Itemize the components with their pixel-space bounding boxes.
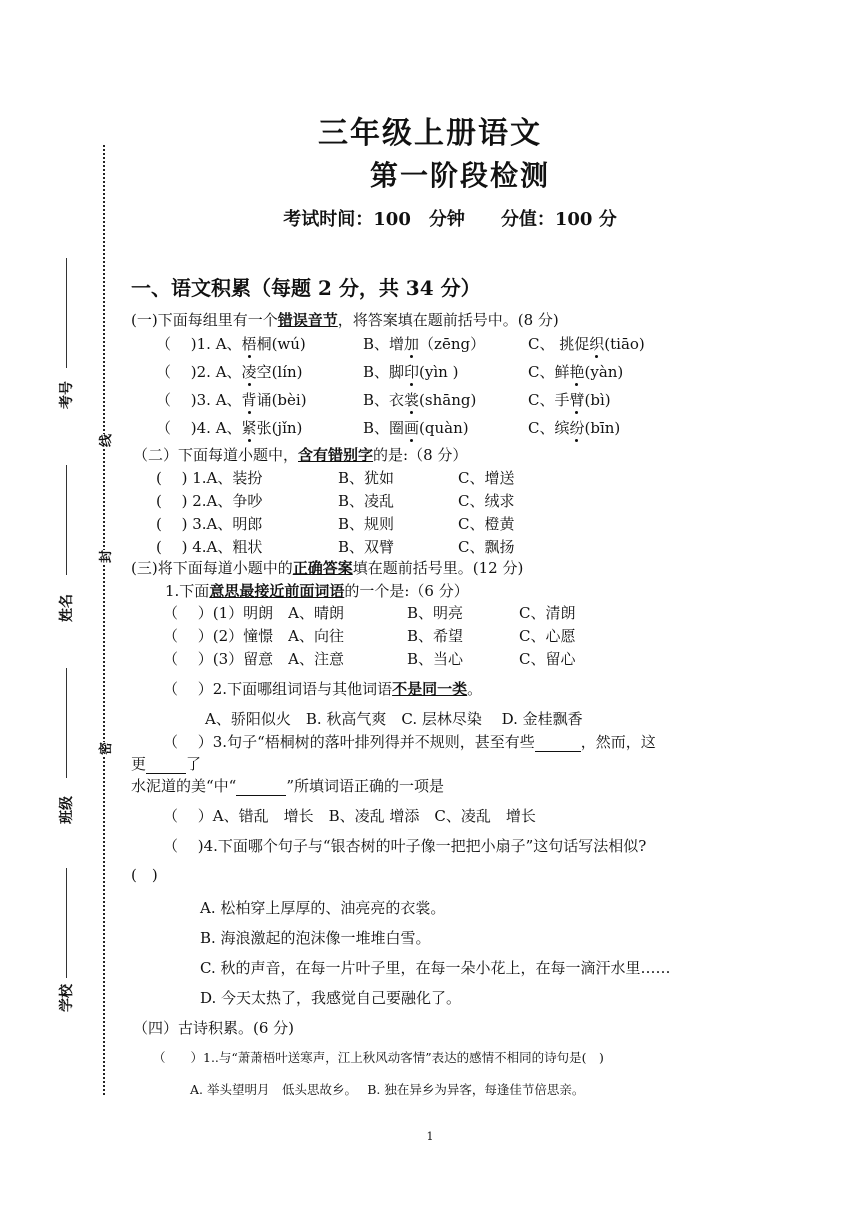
part2-item-3: ( ) 3.A、明郎 bbox=[156, 515, 263, 533]
part3-q3-line1: （ ）3.句子“梧桐树的落叶排列得并不规则，甚至有些 ，然而，这 bbox=[163, 733, 656, 751]
part4-title: （四）古诗积累。(6 分) bbox=[133, 1019, 295, 1037]
part3-q1-item-2-b: B、希望 bbox=[407, 627, 464, 645]
part1-item-4-c: C、缤纷(bīn) bbox=[528, 419, 621, 437]
part3-q3-options: （ ）A、错乱 增长 B、凌乱 增添 C、凌乱 增长 bbox=[163, 807, 536, 825]
xingming-write-line bbox=[66, 465, 67, 575]
banji-label: 班级 bbox=[59, 796, 75, 824]
kaohao-write-line bbox=[66, 258, 67, 368]
page-number: 1 bbox=[426, 1130, 434, 1143]
part2-item-2: ( ) 2.A、争吵 bbox=[156, 492, 263, 510]
binding-tag-mi: 密 bbox=[94, 742, 115, 755]
part3-q2: （ ）2.下面哪组词语与其他词语不是同一类。 bbox=[163, 680, 483, 698]
part1-item-3-a: （ )3. A、背诵(bèi) bbox=[156, 391, 307, 409]
part1-item-2-b: B、脚印(yìn ) bbox=[363, 363, 459, 381]
part2-item-4-c: C、飘扬 bbox=[458, 538, 515, 556]
part2-item-3-b: B、规则 bbox=[338, 515, 395, 533]
part2-item-1-c: C、增送 bbox=[458, 469, 515, 487]
part4-options: A. 举头望明月 低头思故乡。 B. 独在异乡为异客，每逢佳节倍思亲。 bbox=[190, 1082, 585, 1097]
part3-q4-line2: ( ) bbox=[131, 866, 158, 884]
part2-item-4-b: B、双臂 bbox=[338, 538, 395, 556]
part3-q1-item-3-b: B、当心 bbox=[407, 650, 464, 668]
part1-item-4-a: （ )4. A、紧张(jǐn) bbox=[156, 419, 303, 437]
fill-blank[interactable] bbox=[146, 755, 186, 774]
part1-pre: (一)下面每组里有一个 bbox=[131, 311, 278, 329]
part3-q1-item-3: （ ）(3）留意 A、注意 bbox=[163, 650, 344, 668]
part3-q1-item-2-c: C、心愿 bbox=[519, 627, 576, 645]
exam-info: 考试时间：100 分钟 分值：100 分 bbox=[283, 209, 617, 230]
part3-q4-option-b: B. 海浪激起的泡沫像一堆堆白雪。 bbox=[200, 929, 431, 947]
banji-write-line bbox=[66, 668, 67, 778]
part3-q3-line3: 水泥道的美“中“ ”所填词语正确的一项是 bbox=[131, 777, 445, 795]
part3-q4-option-d: D. 今天太热了，我感觉自己要融化了。 bbox=[200, 989, 462, 1007]
xuexiao-write-line bbox=[66, 868, 67, 978]
part3-q1-item-1-b: B、明亮 bbox=[407, 604, 464, 622]
xuexiao-label: 学校 bbox=[59, 984, 75, 1012]
section-heading: 一、语文积累（每题 2 分，共 34 分） bbox=[131, 276, 481, 300]
part3-q4-line1: （ )4.下面哪个句子与“银杏树的叶子像一把把小扇子”这句话写法相似? bbox=[163, 837, 647, 855]
part2-item-3-c: C、橙黄 bbox=[458, 515, 515, 533]
part1-instruction bbox=[131, 309, 559, 330]
part2-instruction: （二）下面每道小题中，含有错别字的是:（8 分） bbox=[133, 446, 468, 464]
part1-item-1-b: B、增加（zēng） bbox=[363, 335, 486, 353]
part1-item-3-b: B、衣裳(shāng) bbox=[363, 391, 477, 409]
part1-post: ，将答案填在题前括号中。(8 分) bbox=[337, 311, 559, 329]
part1-item-2-c: C、鲜艳(yàn) bbox=[528, 363, 624, 381]
part4-q1: （ ）1..与“萧萧梧叶送寒声，江上秋风动客情”表达的感情不相同的诗句是( ) bbox=[153, 1050, 604, 1065]
part1-item-1-a: （ )1. A、梧桐(wú) bbox=[156, 335, 306, 353]
part3-q1-item-1: （ ）(1）明朗 A、晴朗 bbox=[163, 604, 344, 622]
part2-item-1: ( ) 1.A、装扮 bbox=[156, 469, 263, 487]
part3-q1-instruction: 1.下面意思最接近前面词语的一个是:（6 分） bbox=[165, 582, 469, 600]
part2-item-2-b: B、凌乱 bbox=[338, 492, 395, 510]
part3-instruction: (三)将下面每道小题中的正确答案填在题前括号里。(12 分) bbox=[131, 559, 524, 577]
part1-item-4-b: B、圈画(quàn) bbox=[363, 419, 469, 437]
document-title: 三年级上册语文 bbox=[318, 116, 542, 151]
part2-item-4: ( ) 4.A、粗状 bbox=[156, 538, 263, 556]
part3-q4-option-c: C. 秋的声音，在每一片叶子里，在每一朵小花上，在每一滴汗水里…… bbox=[200, 959, 671, 977]
part3-q3-line2: 更 了 bbox=[131, 755, 202, 773]
part1-item-3-c: C、手臂(bì) bbox=[528, 391, 611, 409]
part3-q1-item-1-c: C、清朗 bbox=[519, 604, 576, 622]
part3-q1-item-2: （ ）(2）憧憬 A、向往 bbox=[163, 627, 344, 645]
xingming-label: 姓名 bbox=[59, 594, 75, 622]
binding-dotted-line bbox=[103, 145, 105, 1095]
kaohao-label: 考号 bbox=[59, 381, 75, 409]
fill-blank[interactable] bbox=[535, 733, 581, 752]
part2-item-1-b: B、犹如 bbox=[338, 469, 395, 487]
binding-tag-feng: 封 bbox=[94, 550, 115, 563]
binding-tag-xian: 线 bbox=[94, 434, 115, 447]
part1-item-1-c: C、 挑促织(tiāo) bbox=[528, 335, 645, 353]
part2-item-2-c: C、绒求 bbox=[458, 492, 515, 510]
part3-q4-option-a: A. 松柏穿上厚厚的、油亮亮的衣裳。 bbox=[200, 899, 446, 917]
part3-q1-item-3-c: C、留心 bbox=[519, 650, 576, 668]
document-subtitle: 第一阶段检测 bbox=[369, 159, 550, 192]
part3-q2-options: A、骄阳似火 B. 秋高气爽 C. 层林尽染 D. 金桂飘香 bbox=[205, 710, 583, 728]
part1-item-2-a: （ )2. A、凌空(lín) bbox=[156, 363, 303, 381]
fill-blank[interactable] bbox=[236, 777, 286, 796]
part1-key: 错误音节 bbox=[277, 311, 338, 329]
